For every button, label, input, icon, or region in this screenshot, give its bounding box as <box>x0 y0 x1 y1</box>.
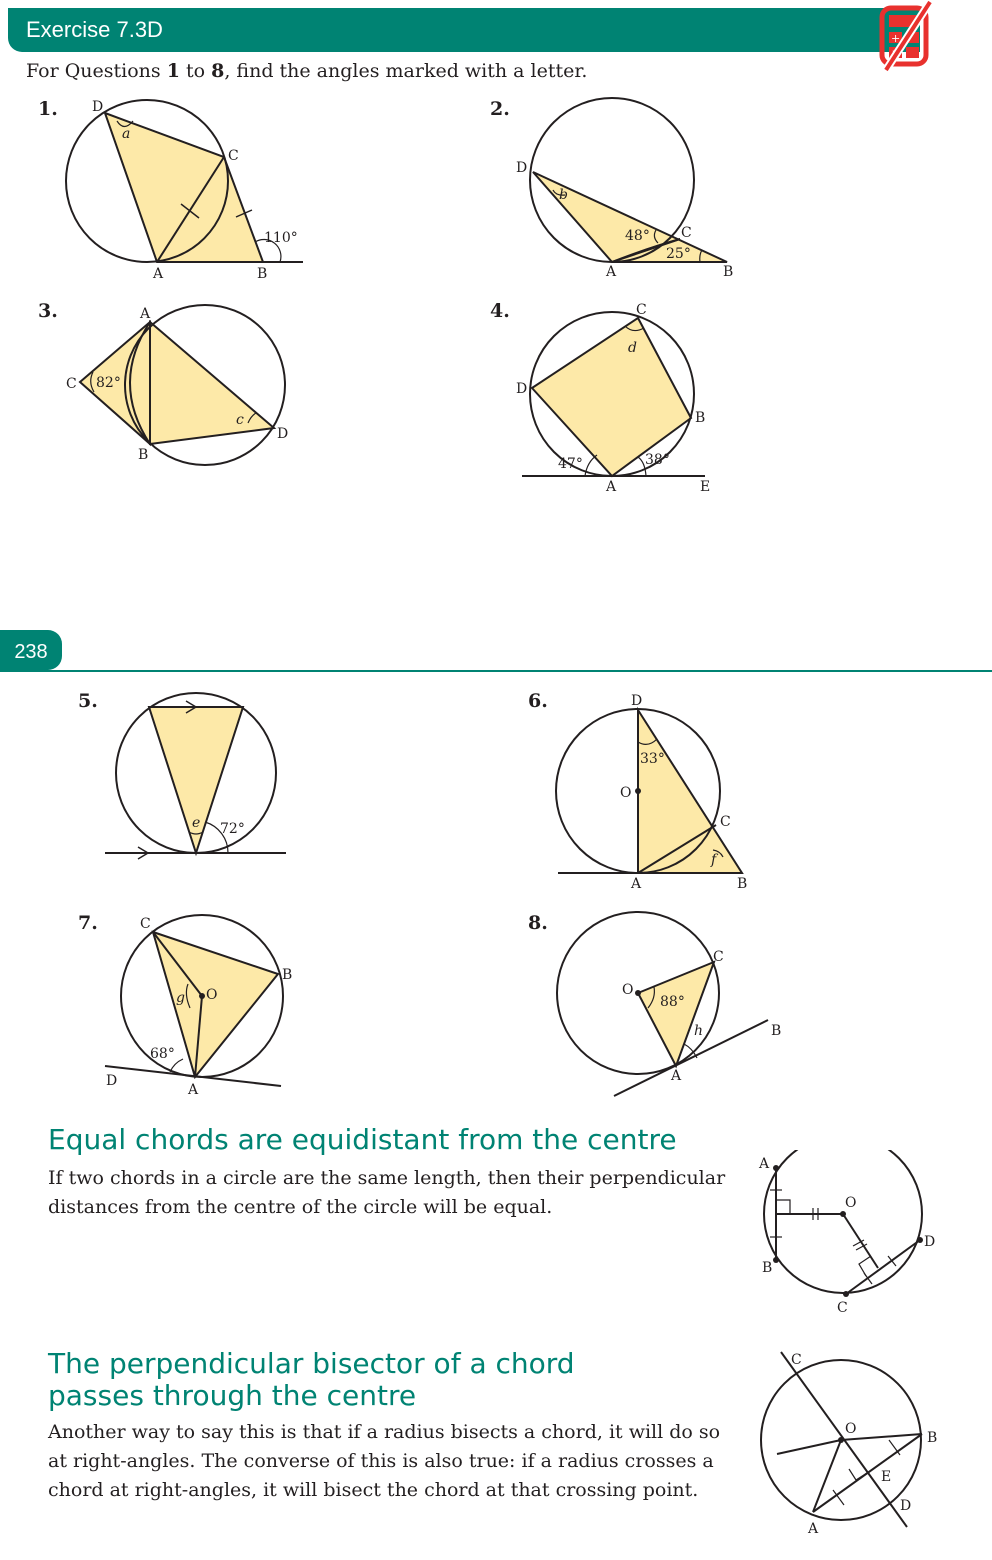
question-6-diagram <box>552 688 752 894</box>
label-C: C <box>837 1300 848 1316</box>
label-C: C <box>228 148 239 164</box>
no-calculator-icon <box>876 0 936 72</box>
label-B: B <box>723 264 734 280</box>
label-B: B <box>737 876 748 892</box>
question-1-number: 1. <box>38 98 58 120</box>
angle-33: 33° <box>640 751 665 767</box>
question-2-diagram <box>510 92 750 284</box>
label-A: A <box>606 264 617 280</box>
label-D: D <box>631 693 643 709</box>
question-1-diagram <box>60 92 310 284</box>
label-O: O <box>620 785 632 801</box>
question-5-number: 5. <box>78 690 98 712</box>
unknown-angle: f <box>711 852 717 868</box>
label-O: O <box>622 982 634 998</box>
label-C: C <box>681 225 692 241</box>
label-D: D <box>924 1234 936 1250</box>
label-C: C <box>713 949 724 965</box>
question-4-diagram <box>515 296 725 496</box>
angle-48: 48° <box>625 228 650 244</box>
label-A: A <box>631 876 642 892</box>
label-O: O <box>845 1421 857 1437</box>
label-C: C <box>66 376 77 392</box>
angle-25: 25° <box>666 246 691 262</box>
label-A: A <box>188 1082 199 1098</box>
question-7-number: 7. <box>78 912 98 934</box>
label-O: O <box>845 1195 857 1211</box>
label-O: O <box>206 987 218 1003</box>
label-A: A <box>671 1068 682 1084</box>
label-C: C <box>720 814 731 830</box>
page-divider <box>0 670 992 672</box>
label-D: D <box>900 1498 912 1514</box>
question-8-diagram <box>552 908 792 1098</box>
angle-72: 72° <box>220 821 245 837</box>
page-number: 238 <box>0 630 62 670</box>
angle-38: 38° <box>645 452 670 468</box>
question-3-diagram <box>60 300 300 470</box>
angle-82: 82° <box>96 375 121 391</box>
label-B: B <box>257 266 268 282</box>
question-4-number: 4. <box>490 300 510 322</box>
question-3-number: 3. <box>38 300 58 322</box>
question-7-diagram <box>100 908 300 1098</box>
label-C: C <box>791 1352 802 1368</box>
label-E: E <box>700 479 711 495</box>
label-B: B <box>927 1430 938 1446</box>
unknown-angle: c <box>236 412 244 428</box>
label-D: D <box>92 99 104 115</box>
section-2-diagram <box>755 1345 950 1540</box>
label-A: A <box>606 479 617 495</box>
label-B: B <box>695 410 706 426</box>
unknown-angle: b <box>559 187 568 203</box>
label-B: B <box>771 1023 782 1039</box>
section-1-diagram <box>755 1150 945 1320</box>
question-2-number: 2. <box>490 98 510 120</box>
question-8-number: 8. <box>528 912 548 934</box>
question-5-diagram <box>100 690 290 860</box>
label-B: B <box>282 967 293 983</box>
section-2-body: Another way to say this is that if a radius bisects a chord, it will do so at right-angles. The converse of this is also true: if a radius crosses a chord at right-angles, it will bisect the chord at that crossing point. <box>48 1421 721 1501</box>
label-C: C <box>140 916 151 932</box>
unknown-angle: a <box>122 126 131 142</box>
exercise-title: Exercise 7.3D <box>26 17 163 42</box>
label-B: B <box>138 447 149 463</box>
label-A: A <box>808 1521 819 1537</box>
question-6-number: 6. <box>528 690 548 712</box>
unknown-angle: e <box>192 815 201 831</box>
label-D: D <box>277 426 289 442</box>
section-2-title: The perpendicular bisector of a chord passes through the centre <box>48 1347 575 1412</box>
instruction-text: For Questions 1 to 8, find the angles marked with a letter. <box>26 60 588 82</box>
unknown-angle: d <box>628 340 637 356</box>
label-D: D <box>106 1073 118 1089</box>
label-D: D <box>516 160 528 176</box>
label-D: D <box>516 381 528 397</box>
angle-68: 68° <box>150 1046 175 1062</box>
label-E: E <box>881 1469 892 1485</box>
label-C: C <box>636 302 647 318</box>
label-A: A <box>759 1156 770 1172</box>
section-1-title: Equal chords are equidistant from the centre <box>48 1123 677 1156</box>
unknown-angle: h <box>694 1023 704 1039</box>
section-1-body: If two chords in a circle are the same length, then their perpendicular distances from the centre of the circle will be equal. <box>48 1167 726 1218</box>
svg-text:+: + <box>891 32 901 45</box>
unknown-angle: g <box>176 990 185 1006</box>
angle-47: 47° <box>558 456 583 472</box>
label-A: A <box>153 266 164 282</box>
label-B: B <box>762 1260 773 1276</box>
label-A: A <box>140 306 151 322</box>
angle-88: 88° <box>660 994 685 1010</box>
angle-label: 110° <box>264 230 298 246</box>
